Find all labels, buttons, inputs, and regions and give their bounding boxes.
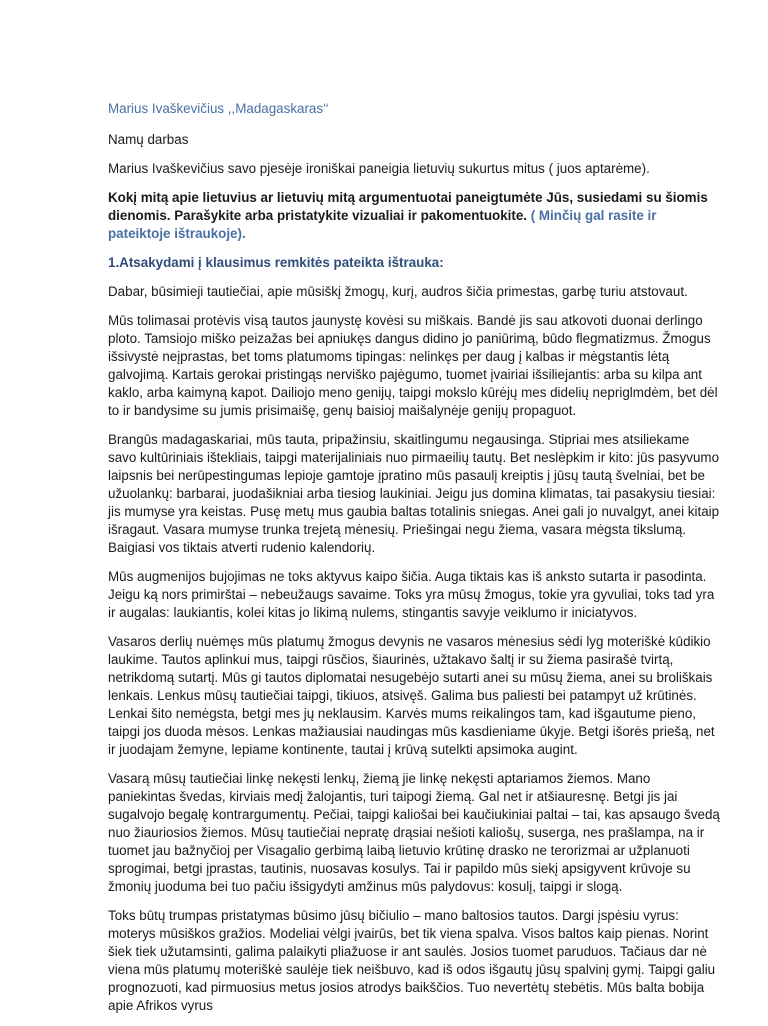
section-heading: 1.Atsakydami į klausimus remkitės pateikta ištrauka: (108, 255, 444, 270)
task-hint: ( Minčių gal rasite ir pateiktoje ištraukoje). (108, 208, 657, 241)
body-paragraph-1: Dabar, būsimieji tautiečiai, apie mūsiškį žmogų, kurį, audros šičia primestas, garbę turiu atstovaut. (108, 284, 688, 299)
task-paragraph (108, 189, 720, 243)
body-paragraph-6: Vasarą mūsų tautiečiai linkę nekęsti lenkų, žiemą jie linkę nekęsti aptariamos žiemos. Mano paniekintas švedas, kirviais medį žalojantis, turi taipogi žiemą. Gal net ir atšiauresnę. Betgi jis jai sugalvojo begalę kontrargumentų. Pečiai, taipgi kaliošai bei kaučiukiniai paltai – tai, kas apsaugo švedą nuo žiauriosios žiemos. Mūsų tautiečiai nepratę drąsiai nešioti kaliošų, suserga, nes prašlampa, na ir tuomet jau bažnyčioj per Visagalio gerbimą laibą lietuvio krūtinę drasko ne terorizmai ar užplanuoti sprogimai, betgi įprastas, tautinis, nuosavas kosulys. Tai ir papildo mūs siekį apsigyvent krūvoje su žmonių juoduma bei tuo pačiu išsigydyti amžinus mūs palydovus: kosulį, taipgi ir slogą. (108, 771, 720, 894)
intro-paragraph: Marius Ivaškevičius savo pjesėje ironiškai paneigia lietuvių sukurtus mitus ( juos aptarėme). (108, 161, 650, 176)
task-text: Kokį mitą apie lietuvius ar lietuvių mitą argumentuotai paneigtumėte Jūs, susiedami su šiomis dienomis. Parašykite arba pristatykite vizualiai ir pakomentuokite. (108, 190, 708, 223)
document-page (108, 100, 720, 1026)
body-paragraph-2: Mūs tolimasai protėvis visą tautos jaunystę kovėsi su miškais. Bandė jis sau atkovoti duonai derlingo ploto. Tamsiojo miško peizažas bei apniukęs dangus didino jo paniūrimą, būdo flegmatizmus. Žmogus išsivystė neįprastas, bet toms platumoms tipingas: nelinkęs per daug į kalbas ir mėgstantis lėtą galvojimą. Kartais gerokai pristingąs nerviško pajėgumo, tuomet įvairiai išsiliejantis: arba su kilpa ant kaklo, arba kaimyną kapot. Dailiojo meno genijų, taipgi mokslo kūrėjų mes didelių nepriglmdėm, bet dėl to ir bandysime su jumis prisimaišę, genų baisioj maišalynėje genijų propaguot. (108, 313, 718, 418)
body-paragraph-4: Mūs augmenijos bujojimas ne toks aktyvus kaipo šičia. Auga tiktais kas iš anksto sutarta ir pasodinta. Jeigu ką nors primirštai – nebeužaugs savaime. Toks yra mūsų žmogus, tokie yra gyvuliai, toks tad yra ir augalas: laukiantis, kolei kitas jo likimą nulems, stingantis savyje veiklumo ir iniciatyvos. (108, 569, 715, 620)
body-paragraph-7: Toks būtų trumpas pristatymas būsimo jūsų bičiulio – mano baltosios tautos. Dargi įspėsiu vyrus: moterys mūsiškos gražios. Modeliai vėlgi įvairūs, bet tik viena spalva. Visos baltos kaip pienas. Norint šiek tiek užutamsinti, galima palaikyti pliažuose ir ant saulės. Josios tuomet paruduos. Tačiaus dar nė viena mūs platumų moteriškė saulėje tiek neišbuvo, kad iš odos išgautų jūsų spalvinį gymį. Taipgi galiu prognozuoti, kad pirmuosius metus josios atrodys baikščios. Tuo nevertėtų stebėtis. Mūs balta bobija apie Afrikos vyrus (108, 908, 716, 1013)
body-paragraph-5: Vasaros derlių nuėmęs mūs platumų žmogus devynis ne vasaros mėnesius sėdi lyg moteriškė kūdikio laukime. Tautos aplinkui mus, taipgi rūsčios, šiaurinės, užtakavo šaltį ir su žiema pasirašė tvirtą, netrikdomą sutartį. Mūs gi tautos diplomatai nesugebėjo sutarti anei su mūsų žiema, anei su broliškais lenkais. Lenkus mūsų tautiečiai taipgi, tikiuos, atsivęš. Galima bus paliesti bei patampyt už krūtinės. Lenkai šito nemėgsta, betgi mes jų neklausim. Karvės mums reikalingos tam, kad išgautume pieno, taipgi jos duoda mėsos. Lenkas mažiausiai naudingas mūs kasdieniame ūkyje. Betgi išorės priešą, net ir juodajam žemyne, lepiame kontinente, tautai į krūvą sutelkti apsimoka augint. (108, 634, 715, 757)
document-title: Marius Ivaškevičius ,,Madagaskaras‘‘ (108, 101, 329, 116)
homework-label: Namų darbas (108, 132, 189, 147)
body-paragraph-3: Brangūs madagaskariai, mūs tauta, pripažinsiu, skaitlingumu negausinga. Stipriai mes atsiliekame savo kultūriniais ištekliais, taipgi materijaliniais nuo pirmaeilių tautų. Bet neslėpkim ir kito: jūs pasyvumo laipsnis bei nerūpestingumas lepioje gamtoje įpratino mūs pasaulį kreiptis į jūsų tautą švelniai, bet be užuolankų: barbarai, juodašikniai arba tiesiog laukiniai. Jeigu jus domina klimatas, tai pasakysiu tiesiai: jis mumyse yra keistas. Pusę metų mus gaubia baltas totalinis sniegas. Anei gali jo nuvalgyt, anei kitaip išragaut. Vasara mumyse trunka trejetą mėnesių. Priešingai negu žiema, vasara mėgsta tikslumą. Baigiasi vos tiktais atverti rudenio kalendorių. (108, 432, 720, 555)
